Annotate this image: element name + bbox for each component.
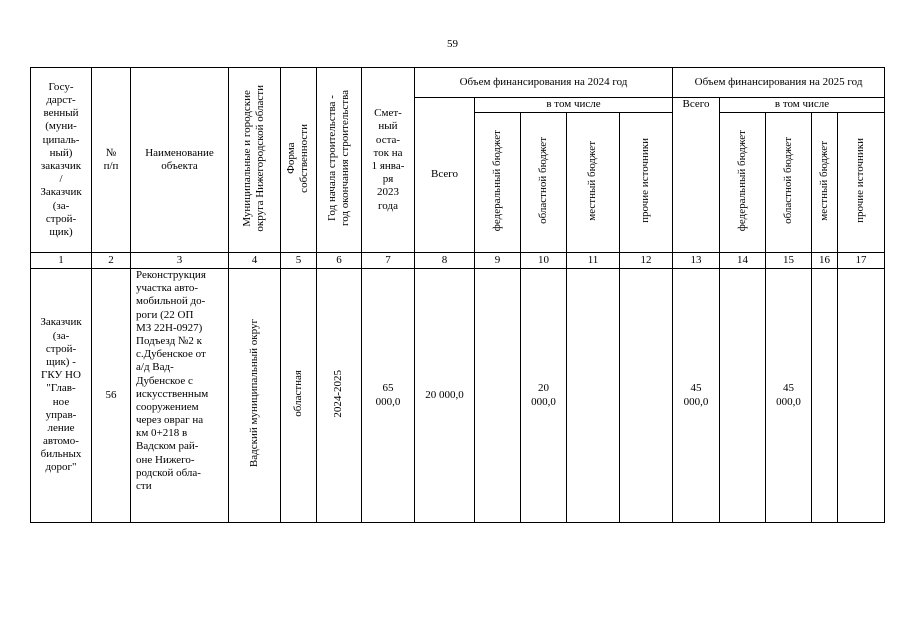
header-local-2024: местный бюджет [567, 113, 620, 253]
row-ownership: областная [281, 269, 317, 523]
row-customer: Заказчик (за- строй- щик) - ГКУ НО "Глав- ное управ- ление автомо- бильных дорог" [31, 269, 92, 523]
row-other-2025 [838, 269, 885, 523]
header-other-2025: прочие источники [838, 113, 885, 253]
header-object-name: Наименование объекта [131, 68, 229, 253]
col-num-13: 13 [673, 253, 720, 269]
row-municipal: Вадский муниципальный округ [229, 269, 281, 523]
col-num-5: 5 [281, 253, 317, 269]
header-local-2025: местный бюджет [812, 113, 838, 253]
col-num-15: 15 [766, 253, 812, 269]
row-other-2024 [620, 269, 673, 523]
col-num-2: 2 [92, 253, 131, 269]
header-federal-2024: федеральный бюджет [475, 113, 521, 253]
header-row-1 [31, 68, 885, 98]
col-num-3: 3 [131, 253, 229, 269]
col-num-7: 7 [362, 253, 415, 269]
col-num-1: 1 [31, 253, 92, 269]
header-including-2025: в том числе [720, 98, 885, 113]
table-row [31, 269, 885, 523]
row-regional-2024: 20 000,0 [521, 269, 567, 523]
row-federal-2024 [475, 269, 521, 523]
row-estimate: 65 000,0 [362, 269, 415, 523]
col-num-4: 4 [229, 253, 281, 269]
col-num-17: 17 [838, 253, 885, 269]
col-num-16: 16 [812, 253, 838, 269]
header-total-2025: Всего [673, 98, 720, 253]
row-local-2025 [812, 269, 838, 523]
header-regional-2025: областной бюджет [766, 113, 812, 253]
header-years: Год начала строительства - год окончания строительства [317, 68, 362, 253]
financing-table [30, 67, 885, 523]
row-years: 2024-2025 [317, 269, 362, 523]
row-total-2024: 20 000,0 [415, 269, 475, 523]
col-num-12: 12 [620, 253, 673, 269]
header-other-2024: прочие источники [620, 113, 673, 253]
row-total-2025: 45 000,0 [673, 269, 720, 523]
header-customer: Госу- дарст- венный (муни- ципаль- ный) заказчик / Заказчик (за- строй- щик) [31, 68, 92, 253]
col-num-6: 6 [317, 253, 362, 269]
header-estimate: Смет- ный оста- ток на 1 янва- ря 2023 года [362, 68, 415, 253]
row-regional-2025: 45 000,0 [766, 269, 812, 523]
header-total-2024: Всего [415, 98, 475, 253]
row-local-2024 [567, 269, 620, 523]
header-ownership: Форма собственности [281, 68, 317, 253]
header-number: № п/п [92, 68, 131, 253]
column-number-row [31, 253, 885, 269]
col-num-10: 10 [521, 253, 567, 269]
page-number: 59 [447, 38, 458, 50]
col-num-9: 9 [475, 253, 521, 269]
row-federal-2025 [720, 269, 766, 523]
header-regional-2024: областной бюджет [521, 113, 567, 253]
header-including-2024: в том числе [475, 98, 673, 113]
row-number: 56 [92, 269, 131, 523]
col-num-8: 8 [415, 253, 475, 269]
col-num-14: 14 [720, 253, 766, 269]
header-federal-2025: федеральный бюджет [720, 113, 766, 253]
row-object-name: Реконструкция участка авто- мобильной до- роги (22 ОП МЗ 22Н-0927) Подъезд №2 к с.Дубенское от а/д Вад- Дубенское с искусственным сооружением через овраг на км 0+218 в Вадском рай- оне Нижего- родской обла- сти [131, 269, 229, 523]
col-num-11: 11 [567, 253, 620, 269]
header-fin-2025: Объем финансирования на 2025 год [673, 68, 885, 98]
header-fin-2024: Объем финансирования на 2024 год [415, 68, 673, 98]
header-municipal: Муниципальные и городские округа Нижегородской области [229, 68, 281, 253]
